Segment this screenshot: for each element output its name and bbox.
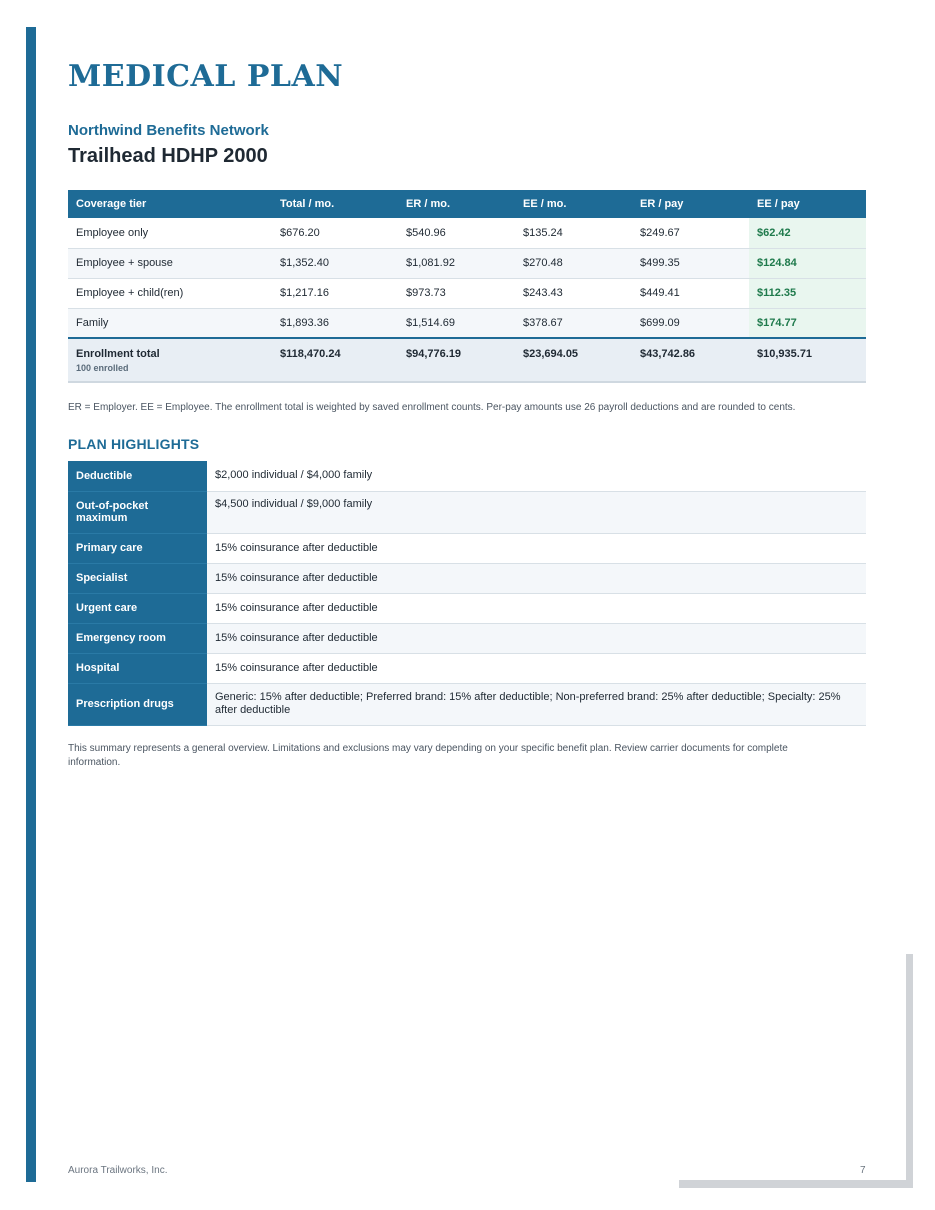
- ee-mo-cell: $135.24: [515, 218, 632, 248]
- er-pay-cell: $43,742.86: [632, 338, 749, 382]
- column-header-tier: Coverage tier: [68, 190, 272, 218]
- ee-pay-cell: $174.77: [749, 308, 866, 338]
- highlight-row: [68, 593, 866, 623]
- highlight-row: [68, 533, 866, 563]
- highlight-row: [68, 491, 866, 533]
- page-corner-shadow-bottom: [679, 1180, 913, 1188]
- er-pay-cell: $449.41: [632, 278, 749, 308]
- er-mo-cell: $1,081.92: [398, 248, 515, 278]
- highlight-row: [68, 623, 866, 653]
- highlight-label: Hospital: [68, 653, 207, 683]
- total-cell: $1,352.40: [272, 248, 398, 278]
- ee-pay-cell: $10,935.71: [749, 338, 866, 382]
- highlight-label: Out-of-pocket maximum: [68, 491, 207, 533]
- tier-cell: Employee + child(ren): [68, 278, 272, 308]
- accent-bar: [26, 27, 36, 1182]
- highlight-label: Prescription drugs: [68, 683, 207, 725]
- rates-header-row: [68, 190, 866, 218]
- highlight-value: 15% coinsurance after deductible: [207, 563, 866, 593]
- table-row: [68, 248, 866, 278]
- ee-mo-cell: $270.48: [515, 248, 632, 278]
- highlight-row: [68, 563, 866, 593]
- enrolled-count: 100 enrolled: [76, 363, 129, 373]
- highlight-row: [68, 461, 866, 491]
- tier-cell: Employee only: [68, 218, 272, 248]
- highlights-title: PLAN HIGHLIGHTS: [68, 436, 200, 452]
- ee-mo-cell: $378.67: [515, 308, 632, 338]
- enrollment-total-label-cell: [68, 338, 272, 382]
- column-header-ee-pay: EE / pay: [749, 190, 866, 218]
- er-pay-cell: $249.67: [632, 218, 749, 248]
- table-row: [68, 278, 866, 308]
- page-corner-shadow: [906, 954, 913, 1188]
- total-cell: $118,470.24: [272, 338, 398, 382]
- highlight-value: 15% coinsurance after deductible: [207, 653, 866, 683]
- highlight-label: Urgent care: [68, 593, 207, 623]
- highlight-label: Emergency room: [68, 623, 207, 653]
- highlight-value: $4,500 individual / $9,000 family: [207, 491, 866, 533]
- highlight-row: [68, 683, 866, 725]
- highlight-value: 15% coinsurance after deductible: [207, 593, 866, 623]
- ee-mo-cell: $23,694.05: [515, 338, 632, 382]
- highlight-label: Primary care: [68, 533, 207, 563]
- column-header-ee-mo: EE / mo.: [515, 190, 632, 218]
- highlights-table: [68, 461, 866, 726]
- enrollment-total-label: Enrollment total: [76, 348, 160, 360]
- tier-cell: Employee + spouse: [68, 248, 272, 278]
- highlight-value: 15% coinsurance after deductible: [207, 533, 866, 563]
- enrollment-total-row: [68, 338, 866, 382]
- rates-table: [68, 190, 866, 383]
- er-mo-cell: $1,514.69: [398, 308, 515, 338]
- page-number: 7: [860, 1165, 866, 1176]
- highlight-value: $2,000 individual / $4,000 family: [207, 461, 866, 491]
- er-mo-cell: $540.96: [398, 218, 515, 248]
- er-mo-cell: $973.73: [398, 278, 515, 308]
- table-row: [68, 308, 866, 338]
- ee-pay-cell: $62.42: [749, 218, 866, 248]
- disclaimer: This summary represents a general overview. Limitations and exclusions may vary depending on your specific benefit plan. Review carrier documents for complete information.: [68, 743, 788, 768]
- ee-pay-cell: $124.84: [749, 248, 866, 278]
- table-row: [68, 218, 866, 248]
- highlight-value: 15% coinsurance after deductible: [207, 623, 866, 653]
- er-mo-cell: $94,776.19: [398, 338, 515, 382]
- total-cell: $1,217.16: [272, 278, 398, 308]
- total-cell: $676.20: [272, 218, 398, 248]
- column-header-er-pay: ER / pay: [632, 190, 749, 218]
- footer-company: Aurora Trailworks, Inc.: [68, 1165, 168, 1176]
- highlight-value: Generic: 15% after deductible; Preferred brand: 15% after deductible; Non-preferred brand: 25% after deductible; Specialty: 25% after deductible: [207, 683, 866, 725]
- er-pay-cell: $499.35: [632, 248, 749, 278]
- column-header-total: Total / mo.: [272, 190, 398, 218]
- highlight-label: Specialist: [68, 563, 207, 593]
- highlight-row: [68, 653, 866, 683]
- total-cell: $1,893.36: [272, 308, 398, 338]
- rates-footnote: ER = Employer. EE = Employee. The enrollment total is weighted by saved enrollment counts. Per-pay amounts use 26 payroll deductions and are rounded to cents.: [68, 402, 796, 413]
- ee-pay-cell: $112.35: [749, 278, 866, 308]
- er-pay-cell: $699.09: [632, 308, 749, 338]
- highlight-label: Deductible: [68, 461, 207, 491]
- tier-cell: Family: [68, 308, 272, 338]
- plan-name: Trailhead HDHP 2000: [68, 145, 268, 167]
- ee-mo-cell: $243.43: [515, 278, 632, 308]
- column-header-er-mo: ER / mo.: [398, 190, 515, 218]
- network-name: Northwind Benefits Network: [68, 122, 269, 139]
- page-title: MEDICAL PLAN: [68, 59, 344, 94]
